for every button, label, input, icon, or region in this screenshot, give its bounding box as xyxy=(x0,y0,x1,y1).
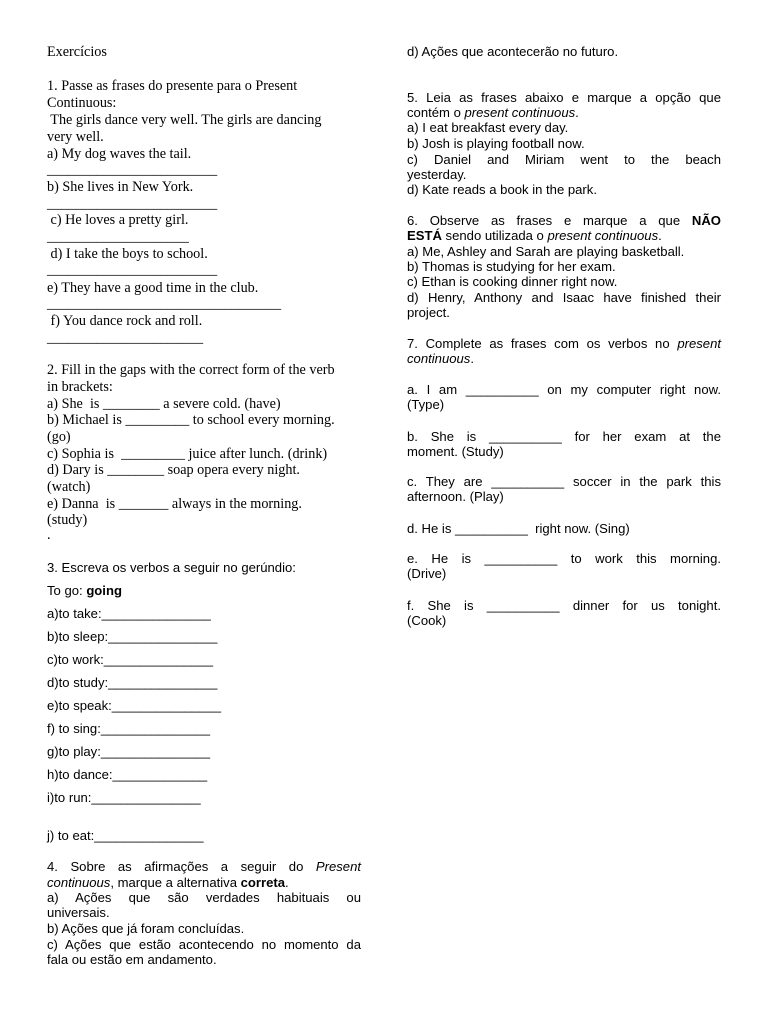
q5-prompt-text: contém o xyxy=(407,105,465,120)
q3-example xyxy=(47,584,122,597)
q4-prompt-text: , marque a alternativa xyxy=(110,875,241,890)
q6-prompt-text: sendo utilizada o xyxy=(441,228,548,243)
q6-prompt-bold: NÃO xyxy=(691,213,721,228)
q6-option-d-line2[interactable]: project. xyxy=(407,305,450,320)
q1-item-a: a) My dog waves the tail. xyxy=(47,146,192,162)
q6-prompt-emphasis: present continuous xyxy=(547,228,659,243)
q7-prompt-text: . xyxy=(470,351,474,366)
q7-item-c-line2: afternoon. (Play) xyxy=(407,489,504,504)
q6-option-d-line1[interactable]: d) Henry, Anthony and Isaac have finished their xyxy=(407,290,721,305)
q6-option-a[interactable]: a) Me, Ashley and Sarah are playing basketball. xyxy=(407,244,685,259)
q7-prompt-line1 xyxy=(407,337,721,350)
q7-item-c-line1[interactable]: c. They are __________ soccer in the park this xyxy=(407,474,721,489)
q6-option-c[interactable]: c) Ethan is cooking dinner right now. xyxy=(407,274,618,289)
q7-item-f-line1[interactable]: f. She is __________ dinner for us tonight. xyxy=(407,598,721,613)
q1-answer-blank-f[interactable]: ______________________ xyxy=(47,330,204,346)
q3-prompt: 3. Escreva os verbos a seguir no gerúndio: xyxy=(47,560,296,575)
q1-item-f: f) You dance rock and roll. xyxy=(47,313,203,329)
q1-item-e: e) They have a good time in the club. xyxy=(47,280,259,296)
q2-line: e) Danna is _______ always in the morning. xyxy=(47,496,302,512)
q3-item[interactable]: c)to work:_______________ xyxy=(47,652,213,667)
q5-prompt-text: . xyxy=(575,105,579,120)
q3-item[interactable]: h)to dance:_____________ xyxy=(47,767,208,782)
q7-prompt-text: 7. Complete as frases com os verbos no xyxy=(407,336,678,351)
q7-item-d-line1[interactable]: d. He is __________ right now. (Sing) xyxy=(407,521,630,536)
worksheet-title: Exercícios xyxy=(47,44,107,60)
q4-option-c-line1[interactable]: c) Ações que estão acontecendo no momento da xyxy=(47,937,361,952)
q4-prompt-line1 xyxy=(47,860,361,873)
q4-prompt-emphasis: Present xyxy=(315,859,361,874)
q7-prompt-line2 xyxy=(407,352,474,365)
q3-example-answer: going xyxy=(86,583,122,598)
q5-option-d[interactable]: d) Kate reads a book in the park. xyxy=(407,182,597,197)
q1-example-line2: very well. xyxy=(47,129,104,145)
q7-prompt-emphasis: continuous xyxy=(407,351,471,366)
q4-option-c-line2[interactable]: fala ou estão em andamento. xyxy=(47,952,217,967)
q3-item[interactable]: f) to sing:_______________ xyxy=(47,721,211,736)
q4-option-a-line1[interactable]: a) Ações que são verdades habituais ou xyxy=(47,890,361,905)
q5-prompt-line2 xyxy=(407,106,579,119)
q4-option-d[interactable]: d) Ações que acontecerão no futuro. xyxy=(407,44,619,59)
q3-item[interactable]: b)to sleep:_______________ xyxy=(47,629,218,644)
q1-answer-blank-e[interactable]: _________________________________ xyxy=(47,296,282,312)
q5-option-b[interactable]: b) Josh is playing football now. xyxy=(407,136,585,151)
q6-prompt-text: 6. Observe as frases e marque a que xyxy=(407,213,692,228)
q6-option-b[interactable]: b) Thomas is studying for her exam. xyxy=(407,259,616,274)
q2-prompt-line2: in brackets: xyxy=(47,379,113,395)
q1-prompt-line2: Continuous: xyxy=(47,95,117,111)
q4-option-a-line2[interactable]: universais. xyxy=(47,905,110,920)
q1-item-b: b) She lives in New York. xyxy=(47,179,194,195)
q7-item-f-line2: (Cook) xyxy=(407,613,447,628)
q3-item[interactable]: e)to speak:_______________ xyxy=(47,698,222,713)
q1-answer-blank-a[interactable]: ________________________ xyxy=(47,162,218,178)
q5-option-c-line1[interactable]: c) Daniel and Miriam went to the beach xyxy=(407,152,721,167)
q7-item-b-line2: moment. (Study) xyxy=(407,444,504,459)
q1-item-d: d) I take the boys to school. xyxy=(47,246,208,262)
q3-item[interactable]: j) to eat:_______________ xyxy=(47,828,204,843)
q4-prompt-text: . xyxy=(285,875,289,890)
q4-prompt-emphasis: continuous xyxy=(47,875,111,890)
q5-prompt-line1: 5. Leia as frases abaixo e marque a opção que xyxy=(407,90,721,105)
q3-item[interactable]: g)to play:_______________ xyxy=(47,744,211,759)
q4-prompt-bold: correta xyxy=(240,875,286,890)
q4-prompt-text: 4. Sobre as afirmações a seguir do xyxy=(47,859,316,874)
q5-option-c-line2[interactable]: yesterday. xyxy=(407,167,467,182)
q7-item-e-line1[interactable]: e. He is __________ to work this morning. xyxy=(407,551,721,566)
q7-item-b-line1[interactable]: b. She is __________ for her exam at the xyxy=(407,429,721,444)
q5-prompt-emphasis: present continuous xyxy=(464,105,576,120)
q7-item-a-line1[interactable]: a. I am __________ on my computer right now. xyxy=(407,382,721,397)
q1-item-c: c) He loves a pretty girl. xyxy=(47,212,189,228)
q2-prompt-line1: 2. Fill in the gaps with the correct form of the verb xyxy=(47,362,335,378)
q1-example-line1: The girls dance very well. The girls are dancing xyxy=(47,112,322,128)
q2-line: c) Sophia is _________ juice after lunch. (drink) xyxy=(47,446,328,462)
q3-item[interactable]: d)to study:_______________ xyxy=(47,675,218,690)
q1-answer-blank-b[interactable]: ________________________ xyxy=(47,196,218,212)
q3-example-label: To go: xyxy=(47,583,87,598)
q4-prompt-line2 xyxy=(47,876,289,889)
q6-prompt-line1 xyxy=(407,214,721,227)
q3-item[interactable]: a)to take:_______________ xyxy=(47,606,211,621)
q2-line: (study) xyxy=(47,512,88,528)
q6-prompt-text: . xyxy=(658,228,662,243)
q1-answer-blank-d[interactable]: ________________________ xyxy=(47,262,218,278)
q2-line: . xyxy=(47,527,51,543)
q2-line: (go) xyxy=(47,429,71,445)
q5-option-a[interactable]: a) I eat breakfast every day. xyxy=(407,120,569,135)
q1-prompt-line1: 1. Passe as frases do presente para o Present xyxy=(47,78,298,94)
q2-line: (watch) xyxy=(47,479,91,495)
q3-item[interactable]: i)to run:_______________ xyxy=(47,790,201,805)
q6-prompt-line2 xyxy=(407,229,662,242)
q2-line: d) Dary is ________ soap opera every night. xyxy=(47,462,300,478)
q6-prompt-bold: ESTÁ xyxy=(407,228,442,243)
q2-line: b) Michael is _________ to school every morning. xyxy=(47,412,335,428)
q4-option-b[interactable]: b) Ações que já foram concluídas. xyxy=(47,921,245,936)
q2-line: a) She is ________ a severe cold. (have) xyxy=(47,396,281,412)
q1-answer-blank-c[interactable]: ____________________ xyxy=(47,229,189,245)
q7-item-a-line2: (Type) xyxy=(407,397,445,412)
q7-prompt-emphasis: present xyxy=(677,336,721,351)
q7-item-e-line2: (Drive) xyxy=(407,566,447,581)
